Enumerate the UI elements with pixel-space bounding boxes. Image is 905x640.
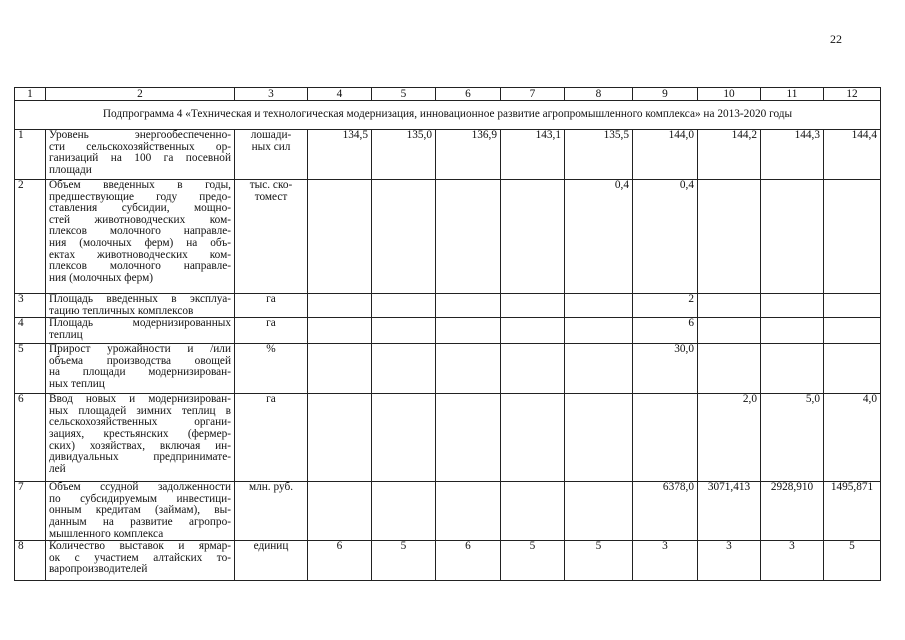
indicator-name-line: теплиц — [49, 328, 83, 341]
indicator-name-line: стей животноводческих ком- — [49, 213, 231, 226]
value-cell — [565, 482, 633, 541]
value-cell — [308, 394, 372, 482]
column-number-cell: 3 — [235, 88, 308, 101]
unit-line: тыс. ско- — [249, 179, 293, 191]
unit-line: % — [266, 343, 276, 356]
value-cell: 5,0 — [761, 394, 824, 482]
value-cell — [501, 344, 565, 394]
value-cell — [436, 180, 501, 294]
unit-line: га — [266, 393, 276, 406]
unit-cell — [235, 482, 308, 541]
value-cell — [372, 318, 436, 344]
subprogram-title: Подпрограмма 4 «Техническая и технологическая модернизация, инновационное развитие агропромышленного комплекса» на 2013-2020 годы — [15, 101, 881, 130]
indicator-name-line: Ввод новых и модернизирован- — [49, 393, 231, 406]
indicator-name-line: ния (молочных ферм) — [49, 271, 154, 284]
column-number-cell: 8 — [565, 88, 633, 101]
unit-line: га — [266, 293, 276, 305]
column-number-cell: 9 — [633, 88, 698, 101]
indicator-name — [46, 294, 235, 318]
table-row — [15, 344, 881, 394]
indicator-name-line: Прирост урожайности и /или — [49, 343, 231, 356]
value-cell — [698, 294, 761, 318]
value-cell — [308, 482, 372, 541]
subprogram-title-row — [15, 101, 881, 130]
value-cell: 6378,0 — [633, 482, 698, 541]
unit-cell — [235, 541, 308, 581]
value-cell — [698, 344, 761, 394]
value-cell: 144,3 — [761, 130, 824, 180]
indicator-name-line: Объем введенных в годы, — [49, 179, 231, 191]
value-cell — [565, 318, 633, 344]
value-cell — [308, 318, 372, 344]
indicator-name-line: Площадь модернизированных — [49, 317, 231, 330]
unit-cell — [235, 318, 308, 344]
value-cell — [436, 294, 501, 318]
value-cell — [436, 482, 501, 541]
indicator-name — [46, 482, 235, 541]
row-number: 5 — [15, 344, 46, 394]
value-cell — [824, 294, 881, 318]
value-cell: 143,1 — [501, 130, 565, 180]
indicator-name-line: Количество выставок и ярмар- — [49, 540, 231, 553]
value-cell — [436, 344, 501, 394]
unit-cell — [235, 130, 308, 180]
indicator-name-line: плексов молочного направле- — [49, 225, 231, 238]
value-cell — [824, 318, 881, 344]
table-row — [15, 318, 881, 344]
indicator-name-line: сти сельскохозяйственных ор- — [49, 140, 231, 153]
indicator-name-line: Площадь введенных в эксплуа- — [49, 293, 231, 305]
value-cell — [824, 344, 881, 394]
value-cell — [698, 180, 761, 294]
value-cell — [633, 394, 698, 482]
value-cell: 144,2 — [698, 130, 761, 180]
value-cell: 134,5 — [308, 130, 372, 180]
value-cell: 5 — [824, 541, 881, 581]
value-cell — [372, 180, 436, 294]
value-cell — [824, 180, 881, 294]
value-cell: 6 — [633, 318, 698, 344]
column-number-cell: 6 — [436, 88, 501, 101]
indicator-name-line: данным на развитие агропро- — [49, 515, 231, 528]
row-number: 4 — [15, 318, 46, 344]
value-cell — [501, 482, 565, 541]
table-row — [15, 482, 881, 541]
unit-line: лошади- — [250, 129, 292, 141]
column-number-cell: 7 — [501, 88, 565, 101]
table-row — [15, 130, 881, 180]
column-number-cell: 2 — [46, 88, 235, 101]
value-cell: 135,0 — [372, 130, 436, 180]
value-cell: 0,4 — [633, 180, 698, 294]
indicator-name-line: онным кредитам (займам), вы- — [49, 504, 231, 517]
indicator-name-line: объема производства овощей — [49, 354, 231, 367]
unit-line: ных сил — [251, 140, 291, 153]
column-number-row — [15, 88, 881, 101]
value-cell: 5 — [565, 541, 633, 581]
table-row — [15, 180, 881, 294]
indicator-name-line: на площади модернизирован- — [49, 366, 231, 379]
indicator-name-line: лей — [49, 462, 66, 475]
unit-line: томест — [254, 190, 288, 203]
value-cell — [698, 318, 761, 344]
column-number-cell: 12 — [824, 88, 881, 101]
value-cell — [761, 294, 824, 318]
value-cell — [761, 318, 824, 344]
indicator-name-line: по субсидируемым инвестици- — [49, 492, 231, 505]
table-row — [15, 294, 881, 318]
table-row — [15, 394, 881, 482]
indicator-name-line: Объем ссудной задолженности — [49, 481, 231, 494]
indicators-table — [14, 87, 881, 581]
value-cell — [565, 294, 633, 318]
indicator-name-line: ных площадей зимних теплиц в — [49, 404, 231, 417]
value-cell — [761, 344, 824, 394]
indicator-name-line: ских) хозяйствах, включая ин- — [49, 439, 231, 452]
row-number: 3 — [15, 294, 46, 318]
value-cell — [565, 344, 633, 394]
indicator-name-line: ектах животноводческих ком- — [49, 248, 231, 261]
value-cell: 3071,413 — [698, 482, 761, 541]
indicator-name-line: ния (молочных ферм) на объ- — [49, 236, 231, 249]
value-cell — [501, 180, 565, 294]
value-cell — [501, 394, 565, 482]
value-cell: 3 — [698, 541, 761, 581]
row-number: 1 — [15, 130, 46, 180]
value-cell: 135,5 — [565, 130, 633, 180]
value-cell — [372, 294, 436, 318]
value-cell — [436, 318, 501, 344]
indicator-name-line: плексов молочного направле- — [49, 260, 231, 273]
indicator-name-line: мышленного комплекса — [49, 527, 164, 540]
indicator-name — [46, 394, 235, 482]
column-number-cell: 5 — [372, 88, 436, 101]
value-cell — [501, 318, 565, 344]
value-cell: 5 — [501, 541, 565, 581]
unit-line: единиц — [253, 540, 289, 553]
indicator-name — [46, 130, 235, 180]
indicator-name-line: зациях, крестьянских (фермер- — [49, 427, 231, 440]
value-cell — [761, 180, 824, 294]
value-cell — [308, 344, 372, 394]
row-number: 7 — [15, 482, 46, 541]
indicator-name — [46, 541, 235, 581]
indicator-name-line: ставления субсидии, мощно- — [49, 202, 231, 215]
value-cell — [565, 394, 633, 482]
value-cell: 2 — [633, 294, 698, 318]
value-cell — [372, 482, 436, 541]
unit-cell — [235, 344, 308, 394]
column-number-cell: 4 — [308, 88, 372, 101]
unit-cell — [235, 294, 308, 318]
indicator-name-line: ганизаций на 100 га посевной — [49, 152, 231, 165]
indicator-name-line: сельскохозяйственных органи- — [49, 416, 231, 429]
value-cell: 3 — [633, 541, 698, 581]
unit-line: млн. руб. — [248, 481, 294, 494]
indicator-name-line: Уровень энергообеспеченно- — [49, 129, 231, 141]
value-cell — [436, 394, 501, 482]
indicator-name-line: ных теплиц — [49, 377, 105, 390]
indicator-name — [46, 180, 235, 294]
row-number: 6 — [15, 394, 46, 482]
indicator-name-line: варопроизводителей — [49, 563, 148, 576]
row-number: 2 — [15, 180, 46, 294]
value-cell: 2928,910 — [761, 482, 824, 541]
value-cell — [372, 394, 436, 482]
table-row — [15, 541, 881, 581]
value-cell: 6 — [436, 541, 501, 581]
indicator-name — [46, 344, 235, 394]
value-cell: 136,9 — [436, 130, 501, 180]
indicator-name — [46, 318, 235, 344]
value-cell — [501, 294, 565, 318]
value-cell: 4,0 — [824, 394, 881, 482]
value-cell: 2,0 — [698, 394, 761, 482]
value-cell — [308, 294, 372, 318]
column-number-cell: 11 — [761, 88, 824, 101]
value-cell: 6 — [308, 541, 372, 581]
indicator-name-line: дивидуальных предпринимате- — [49, 451, 231, 464]
value-cell: 30,0 — [633, 344, 698, 394]
indicator-name-line: ок с участием алтайских то- — [49, 551, 231, 564]
value-cell: 5 — [372, 541, 436, 581]
page-number: 22 — [830, 32, 842, 46]
column-number-cell: 10 — [698, 88, 761, 101]
value-cell: 3 — [761, 541, 824, 581]
value-cell: 144,4 — [824, 130, 881, 180]
value-cell — [372, 344, 436, 394]
indicator-name-line: тацию тепличных комплексов — [49, 304, 194, 317]
unit-line: га — [266, 317, 276, 330]
value-cell: 1495,871 — [824, 482, 881, 541]
unit-cell — [235, 180, 308, 294]
indicator-name-line: предшествующие году предо- — [49, 190, 231, 203]
indicator-name-line: площади — [49, 163, 92, 176]
row-number: 8 — [15, 541, 46, 581]
column-number-cell: 1 — [15, 88, 46, 101]
unit-cell — [235, 394, 308, 482]
value-cell — [308, 180, 372, 294]
value-cell: 0,4 — [565, 180, 633, 294]
value-cell: 144,0 — [633, 130, 698, 180]
